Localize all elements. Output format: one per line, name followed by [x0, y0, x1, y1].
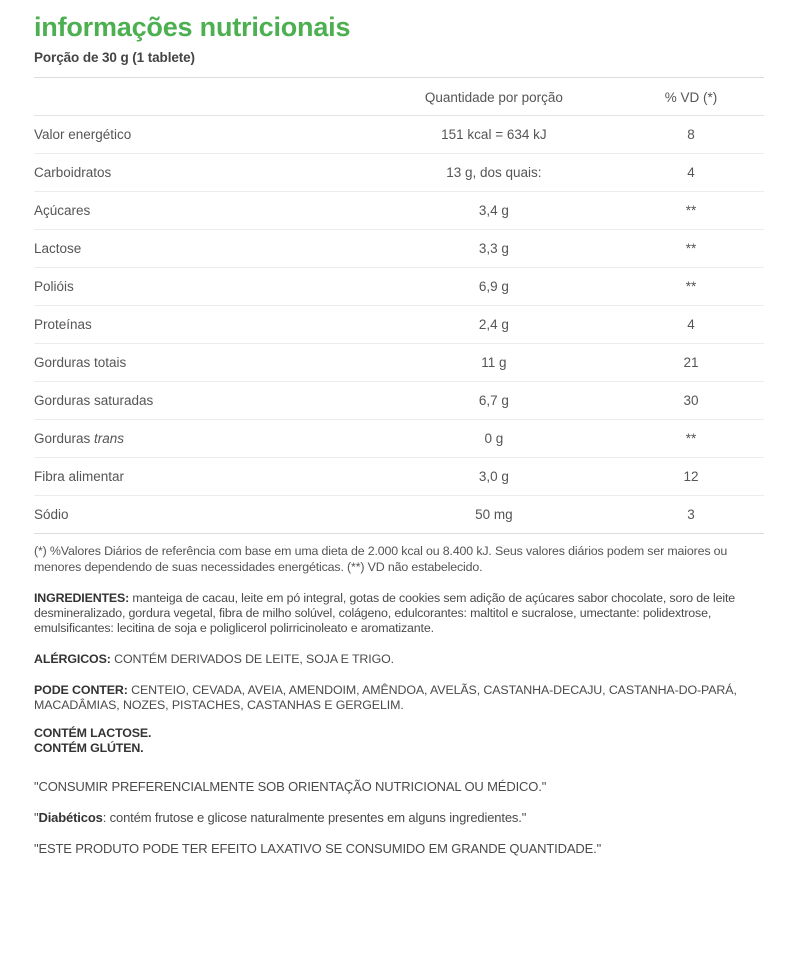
nutrient-name: Carboidratos: [34, 154, 370, 192]
table-header-row: [34, 80, 764, 116]
nutrient-name: Gorduras trans: [34, 420, 370, 458]
nutrient-name: Valor energético: [34, 116, 370, 154]
contains-lactose: CONTÉM LACTOSE.: [34, 726, 152, 740]
table-row: [34, 230, 764, 268]
allergens-label: ALÉRGICOS:: [34, 652, 111, 666]
nutrition-table: [34, 80, 764, 534]
serving-size: Porção de 30 g (1 tablete): [34, 50, 195, 65]
nutrient-name: Gorduras totais: [34, 344, 370, 382]
nutrient-quantity: 3,4 g: [370, 192, 618, 230]
nutrient-quantity: 50 mg: [370, 496, 618, 534]
nutrient-quantity: 3,3 g: [370, 230, 618, 268]
contains-block: [34, 726, 764, 756]
nutrient-name: Lactose: [34, 230, 370, 268]
page-title: informações nutricionais: [34, 12, 351, 42]
column-header-nutrient: [34, 80, 370, 116]
nutrient-daily-value: 30: [618, 382, 764, 420]
nutrient-name: Sódio: [34, 496, 370, 534]
table-body: [34, 116, 764, 534]
nutrient-quantity: 0 g: [370, 420, 618, 458]
nutrient-daily-value: 4: [618, 154, 764, 192]
nutrient-daily-value: 8: [618, 116, 764, 154]
nutrient-daily-value: 3: [618, 496, 764, 534]
footnote: (*) %Valores Diários de referência com base em uma dieta de 2.000 kcal ou 8.400 kJ. Seus valores diários podem ser maiores ou menores dependendo de suas necessidades energéticas. (**) VD não estabelecido.: [34, 544, 728, 574]
nutrient-daily-value: **: [618, 192, 764, 230]
nutrient-quantity: 11 g: [370, 344, 618, 382]
may-contain-label: PODE CONTER:: [34, 683, 128, 697]
table-row: [34, 344, 764, 382]
statements-block: [34, 778, 764, 857]
nutrition-facts-page: [0, 4, 800, 969]
ingredients-label: INGREDIENTES:: [34, 591, 130, 605]
ingredients-text: manteiga de cacau, leite em pó integral, gotas de cookies sem adição de açúcares sabor chocolate, soro de leite desmineralizado, gordura vegetal, fibra de milho solúvel, colágeno, edulcorantes: maltitol e sucralose, umectante: polidextrose, emulsificantes: lecitina de soja e poliglicerol polirricinoleato e aromatizante.: [34, 591, 735, 635]
allergens-text: CONTÉM DERIVADOS DE LEITE, SOJA E TRIGO.: [110, 652, 395, 666]
nutrient-name: Fibra alimentar: [34, 458, 370, 496]
table-row: [34, 154, 764, 192]
nutrient-quantity: 151 kcal = 634 kJ: [370, 116, 618, 154]
contains-gluten: CONTÉM GLÚTEN.: [34, 741, 144, 755]
nutrient-daily-value: **: [618, 230, 764, 268]
table-row: [34, 306, 764, 344]
divider: [34, 77, 764, 78]
nutrient-quantity: 13 g, dos quais:: [370, 154, 618, 192]
table-row: [34, 192, 764, 230]
allergens-block: [34, 652, 764, 667]
nutrient-quantity: 3,0 g: [370, 458, 618, 496]
column-header-dv: % VD (*): [618, 80, 764, 116]
table-header: [34, 80, 764, 116]
statement: "Diabéticos: contém frutose e glicose naturalmente presentes em alguns ingredientes.": [34, 810, 527, 825]
nutrient-daily-value: 21: [618, 344, 764, 382]
nutrient-daily-value: 4: [618, 306, 764, 344]
may-contain-block: [34, 683, 764, 713]
nutrient-name: Proteínas: [34, 306, 370, 344]
nutrient-quantity: 6,9 g: [370, 268, 618, 306]
nutrient-daily-value: **: [618, 420, 764, 458]
nutrient-name: Polióis: [34, 268, 370, 306]
table-row: [34, 382, 764, 420]
table-row: [34, 458, 764, 496]
nutrient-quantity: 6,7 g: [370, 382, 618, 420]
nutrient-name: Gorduras saturadas: [34, 382, 370, 420]
table-row: [34, 496, 764, 534]
ingredients-block: [34, 591, 764, 636]
nutrient-daily-value: **: [618, 268, 764, 306]
nutrient-name: Açúcares: [34, 192, 370, 230]
statement: "ESTE PRODUTO PODE TER EFEITO LAXATIVO SE CONSUMIDO EM GRANDE QUANTIDADE.": [34, 841, 602, 856]
table-row: [34, 116, 764, 154]
nutrient-daily-value: 12: [618, 458, 764, 496]
statement: "CONSUMIR PREFERENCIALMENTE SOB ORIENTAÇÃO NUTRICIONAL OU MÉDICO.": [34, 779, 547, 794]
table-row: [34, 268, 764, 306]
column-header-quantity: Quantidade por porção: [370, 80, 618, 116]
nutrient-quantity: 2,4 g: [370, 306, 618, 344]
may-contain-text: CENTEIO, CEVADA, AVEIA, AMENDOIM, AMÊNDOA, AVELÃS, CASTANHA-DECAJU, CASTANHA-DO-PARÁ, MACADÂMIAS, NOZES, PISTACHES, CASTANHAS E GERGELIM.: [34, 683, 737, 712]
table-row: [34, 420, 764, 458]
